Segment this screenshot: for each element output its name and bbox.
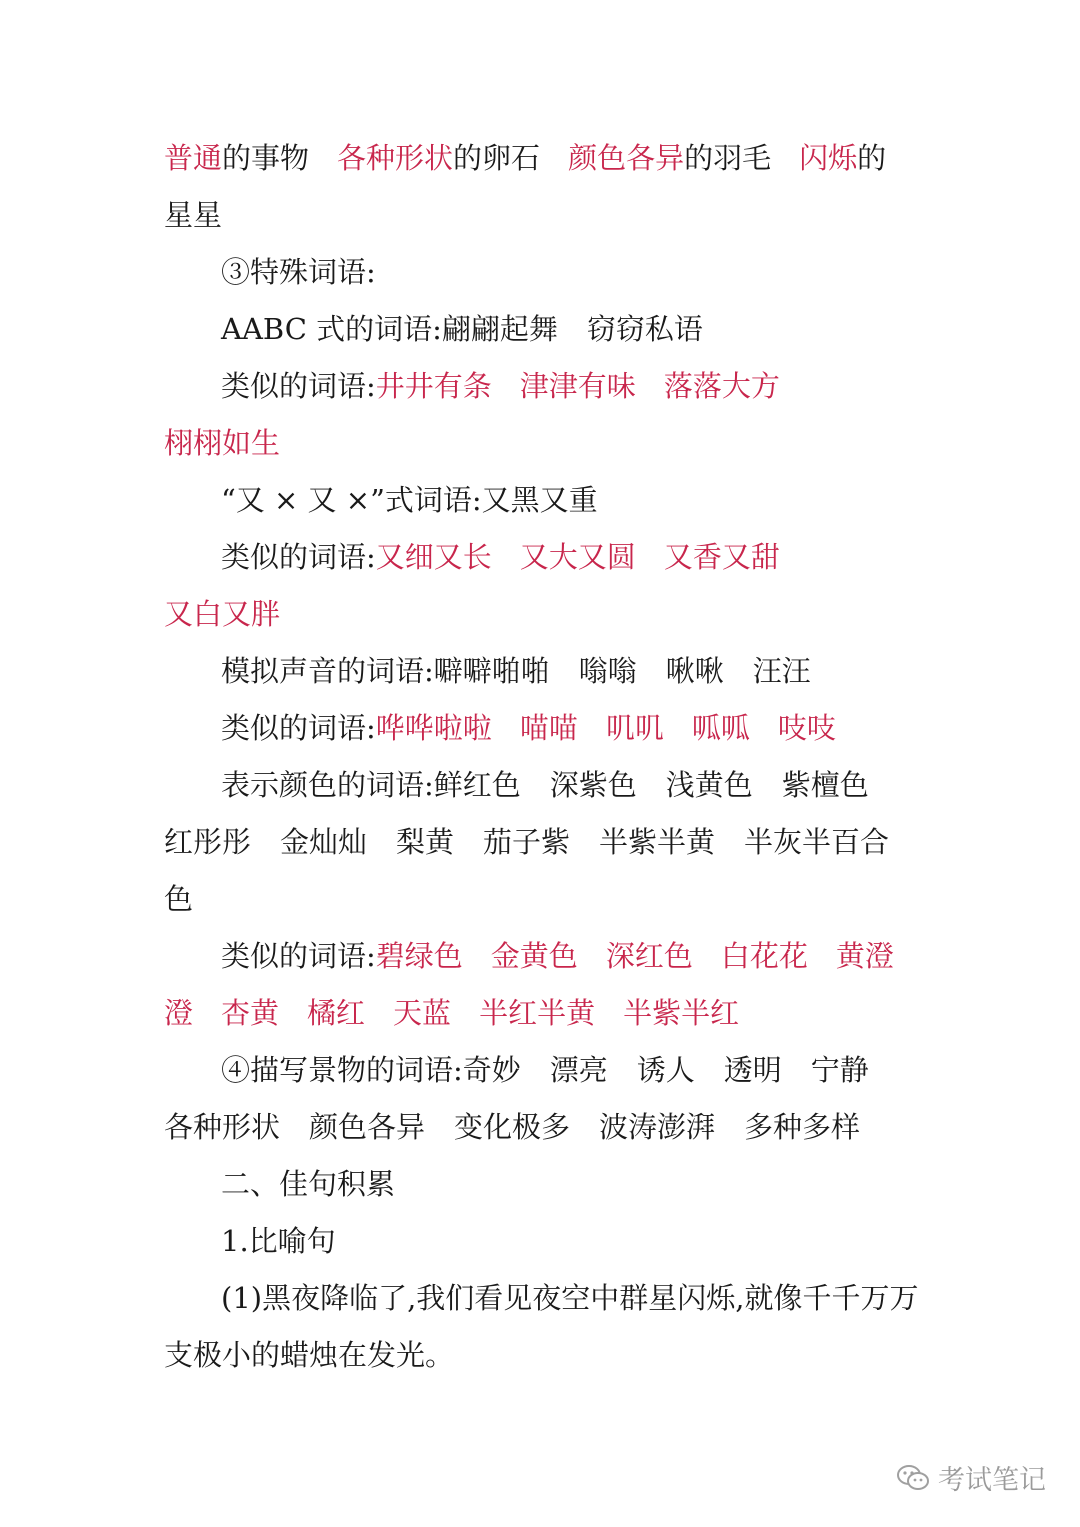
highlight-word: 闪烁 <box>799 141 858 175</box>
text-line-17: ④描写景物的词语:奇妙 漂亮 诱人 透明 宁静 <box>221 1053 869 1087</box>
highlight-word: 黄澄 <box>835 939 894 973</box>
highlight-word: 又香又甜 <box>663 540 780 574</box>
text-line-3: ③特殊词语: <box>221 255 376 289</box>
highlight-word: 井井有条 <box>375 369 492 403</box>
text-line-12: 表示颜色的词语:鲜红色 深紫色 浅黄色 紫檀色 <box>221 768 869 802</box>
highlight-word: 又细又长 <box>375 540 492 574</box>
highlight-word: 落落大方 <box>663 369 780 403</box>
highlight-word: 叽叽 <box>605 711 664 745</box>
highlight-word: 津津有味 <box>519 369 636 403</box>
text-line-6: 栩栩如生 <box>164 426 281 460</box>
highlight-word: 普通 <box>164 141 223 175</box>
text-segment: 的事物 <box>222 141 310 175</box>
highlight-word: 呱呱 <box>691 711 750 745</box>
text-line-8 <box>221 537 981 577</box>
highlight-word: 各种形状 <box>337 141 454 175</box>
highlight-word: 天蓝 <box>393 996 452 1030</box>
text-segment: 类似的词语: <box>221 540 376 574</box>
highlight-word: 喵喵 <box>519 711 578 745</box>
text-segment: 类似的词语: <box>221 939 376 973</box>
text-line-4: AABC 式的词语:翩翩起舞 窃窃私语 <box>221 312 703 346</box>
text-segment: 的羽毛 <box>684 141 772 175</box>
highlight-word: 又大又圆 <box>519 540 636 574</box>
highlight-word: 颜色各异 <box>568 141 685 175</box>
text-line-7: “又 × 又 ×”式词语:又黑又重 <box>221 483 598 517</box>
text-segment: 的 <box>857 141 887 175</box>
text-line-16 <box>164 993 924 1033</box>
highlight-word: 哗哗啦啦 <box>375 711 492 745</box>
text-segment: 的卵石 <box>453 141 541 175</box>
highlight-word: 吱吱 <box>777 711 836 745</box>
text-line-13: 红彤彤 金灿灿 梨黄 茄子紫 半紫半黄 半灰半百合 <box>164 825 890 859</box>
text-segment: 类似的词语: <box>221 369 376 403</box>
watermark <box>896 1458 1046 1497</box>
highlight-word: 杏黄 <box>221 996 280 1030</box>
text-line-10: 模拟声音的词语:噼噼啪啪 嗡嗡 啾啾 汪汪 <box>221 654 811 688</box>
text-segment: 类似的词语: <box>221 711 376 745</box>
text-line-11 <box>221 708 981 748</box>
highlight-word: 深红色 <box>605 939 693 973</box>
text-line-21: (1)黑夜降临了,我们看见夜空中群星闪烁,就像千千万万 <box>221 1281 919 1315</box>
watermark-text: 考试笔记 <box>938 1465 1046 1496</box>
text-line-18: 各种形状 颜色各异 变化极多 波涛澎湃 多种多样 <box>164 1110 861 1144</box>
text-line-9: 又白又胖 <box>164 597 281 631</box>
highlight-word: 白花花 <box>720 939 808 973</box>
section-heading: 二、佳句积累 <box>221 1167 396 1201</box>
highlight-word: 半红半黄 <box>479 996 596 1030</box>
text-line-14: 色 <box>164 882 194 916</box>
highlight-word: 碧绿色 <box>375 939 463 973</box>
highlight-word: 金黄色 <box>490 939 578 973</box>
subsection-heading: 1.比喻句 <box>221 1224 336 1258</box>
wechat-icon <box>896 1463 930 1493</box>
text-line-22: 支极小的蜡烛在发光。 <box>164 1338 455 1372</box>
highlight-word: 澄 <box>164 996 194 1030</box>
highlight-word: 半紫半红 <box>623 996 740 1030</box>
text-line-5 <box>221 366 981 406</box>
highlight-word: 橘红 <box>307 996 366 1030</box>
text-line-1 <box>164 138 924 178</box>
text-line-15 <box>221 936 981 976</box>
text-line-2: 星星 <box>164 198 223 232</box>
